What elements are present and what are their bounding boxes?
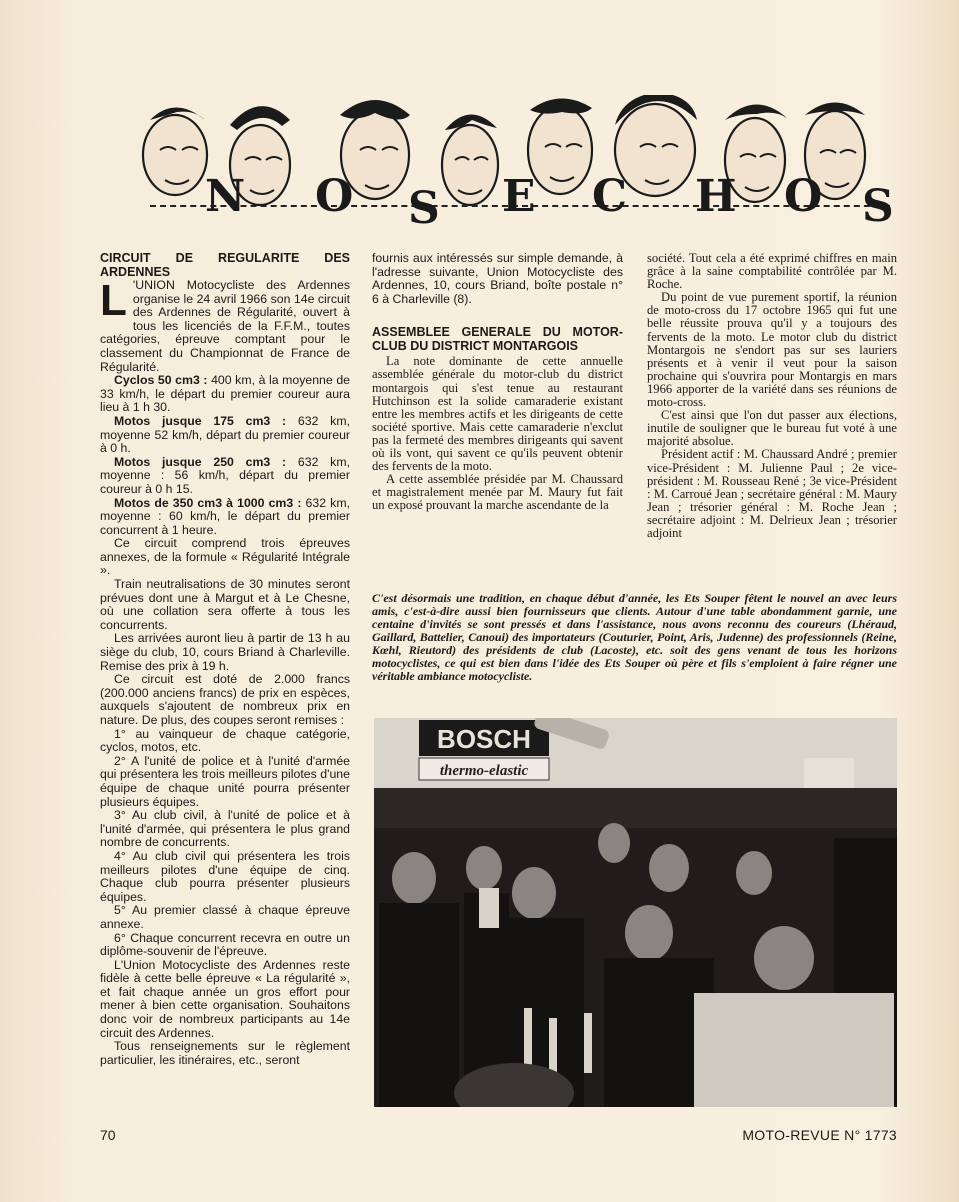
paragraph: 6° Chaque concurrent recevra en outre un diplôme-souvenir de l'épreuve.: [100, 930, 350, 959]
paragraph: Du point de vue purement sportif, la réunion de moto-cross du 17 octobre 1965 qui fut une belle réussite prouva qu'il y a toujours des fervents de la moto. Le motor club du district Montargois ne s'endort pas sur ses lauriers présents et à venir il veut pour la saison prochaine qui s'ouvrira pour Montargis en mars 1966 apporter de la variété dans ses réunions de moto-cross.: [647, 290, 897, 410]
paragraph: 3° Au club civil, à l'unité de police et à l'unité d'armée, qui présentera le plus grand nombre de concurrents.: [100, 808, 350, 850]
magazine-issue: MOTO-REVUE N° 1773: [742, 1127, 897, 1143]
paragraph: 1° au vainqueur de chaque catégorie, cyclos, motos, etc.: [100, 726, 350, 755]
paragraph: 4° Au club civil qui présentera les trois meilleurs pilotes d'une équipe de cinq. Chaque club pourra présenter plusieurs équipes.: [100, 848, 350, 904]
paragraph: Ce circuit est doté de 2.000 francs (200.000 anciens francs) de prix en espèces, auxquels s'ajoutent de nombreux prix en nature. De plus, des coupes seront remises :: [100, 672, 350, 727]
header-letter: O: [784, 171, 823, 222]
article-column-2: [372, 252, 623, 513]
header-letter: S: [408, 183, 440, 234]
header-letter: E: [502, 171, 536, 222]
paragraph: Cyclos 50 cm3 : 400 km, à la moyenne de 33 km/h, le départ du premier coureur aura lieu à 1 h 30.: [100, 373, 351, 415]
article-intro: L 'UNION Motocycliste des Ardennes organise le 24 avril 1966 son 14e circuit des Ardennes de Régularité, ouvert à tous les licenciés de la F.F.M., toutes catégories, épreuve comptant pour le classement du Championnat de France de Régularité.: [100, 276, 350, 374]
sign-brand: BOSCH: [437, 724, 531, 754]
paragraph: L'Union Motocycliste des Ardennes reste fidèle à cette belle épreuve « La régularité », et fait chaque année un gros effort pour mener à bien cette organisation. Souhaitons donc voir de nombreux participants au 14e circuit des Ardennes.: [100, 957, 350, 1040]
paragraph: 2° A l'unité de police et à l'unité d'armée qui présentera les trois meilleurs pilotes d'une équipe de chaque unité pourra présenter plusieurs équipes.: [100, 753, 350, 809]
paragraph: société. Tout cela a été exprimé chiffres en main grâce à la saine comptabilité contrôlée par M. Roche.: [647, 251, 897, 292]
paragraph: 5° Au premier classé à chaque épreuve annexe.: [100, 903, 350, 931]
header-letter: O: [315, 171, 354, 222]
paragraph: Motos jusque 175 cm3 : 632 km, moyenne 52 km/h, départ du premier coureur à 0 h.: [100, 413, 350, 456]
paragraph: La note dominante de cette annuelle assemblée générale du motor-club du district montargois qui s'est tenue au restaurant Hutchinson est la solide camaraderie existant entre les membres actifs et les dirigeants de cette société sportive. Mais cette camaraderie n'exclut pas la fermeté des membres dirigeants qui savent où ils vont, qui savent ce qu'ils peuvent obtenir des fervents de la moto.: [372, 354, 623, 474]
photo-caption: C'est désormais une tradition, en chaque début d'année, les Ets Souper fêtent le nouvel an avec leurs amis, c'est-à-dire aussi bien fournisseurs que clients. Autour d'une table abondamment garnie, une centaine d'invités se sont pressés et dans l'assistance, nous avons reconnu des coureurs (Lhéraud, Gaillard, Battelier, Canoui) des importateurs (Couturier, Point, Aris, Judenne) des professionnels (Reine, Kœhl, Rieutord) des présidents de club (Lacoste), etc. soit des gens venant de tous les horizons motocyclistes, ce qui est bien dans l'idée des Ets Souper où père et fils s'emploient à faire régner une véritable ambiance motocycliste.: [372, 591, 897, 683]
article-heading: CIRCUIT DE REGULARITE DES ARDENNES: [100, 251, 350, 279]
page-number: 70: [100, 1127, 116, 1143]
paragraph: C'est ainsi que l'on dut passer aux élections, inutile de souligner que le bureau fut voté à une majorité absolue.: [647, 408, 897, 449]
paragraph: A cette assemblée présidée par M. Chaussard et magistralement menée par M. Maury fut fait un exposé prouvant la marche ascendante de la: [372, 472, 623, 513]
header-letter: N: [205, 171, 246, 222]
sign-product: thermo-elastic: [439, 763, 529, 779]
paragraph: Train neutralisations de 30 minutes seront prévues dont une à Margut et à Le Chesne, où une collation sera offerte à tous les concurrents.: [100, 577, 350, 632]
paragraph: Ce circuit comprend trois épreuves annexes, de la formule « Régularité Intégrale ».: [100, 536, 350, 578]
paragraph: Président actif : M. Chaussard André ; premier vice-Président : M. Julienne Paul ; 2e vice-président : M. Rousseau René ; 3e vice-Président : M. Carroué Jean ; secrétaire général : M. Maury Jean ; trésorier général : M. Roche Jean ; secrétaire adjoint : M. Delrieux Jean ; trésorier adjoint: [647, 447, 897, 540]
header-letter: H: [695, 171, 737, 222]
paragraph: Motos de 350 cm3 à 1000 cm3 : 632 km, moyenne : 60 km/h, le départ du premier concurrent à 1 heure.: [100, 495, 350, 537]
article-column-1: [100, 252, 350, 1067]
nos-echos-header: [110, 95, 900, 234]
paragraph: fournis aux intéressés sur simple demande, à l'adresse suivante, Union Motocycliste des Ardennes, 10, cours Briand, boîte postale n° 6 à Charleville (8).: [372, 251, 623, 306]
article-heading: ASSEMBLEE GENERALE DU MOTOR-CLUB DU DISTRICT MONTARGOIS: [372, 325, 623, 353]
drop-cap: L: [100, 276, 127, 325]
paragraph: Motos jusque 250 cm3 : 632 km, moyenne : 56 km/h, départ du premier coureur à 0 h 15.: [100, 454, 350, 496]
article-column-3: [647, 252, 897, 540]
paragraph: Tous renseignements sur le règlement particulier, les itinéraires, etc., seront: [100, 1039, 350, 1067]
paragraph: Les arrivées auront lieu à partir de 13 h au siège du club, 10, cours Briand à Charleville. Remise des prix à 19 h.: [100, 631, 350, 673]
party-photo: [374, 718, 897, 1107]
header-letter: S: [862, 181, 894, 232]
header-letter: C: [592, 171, 628, 222]
